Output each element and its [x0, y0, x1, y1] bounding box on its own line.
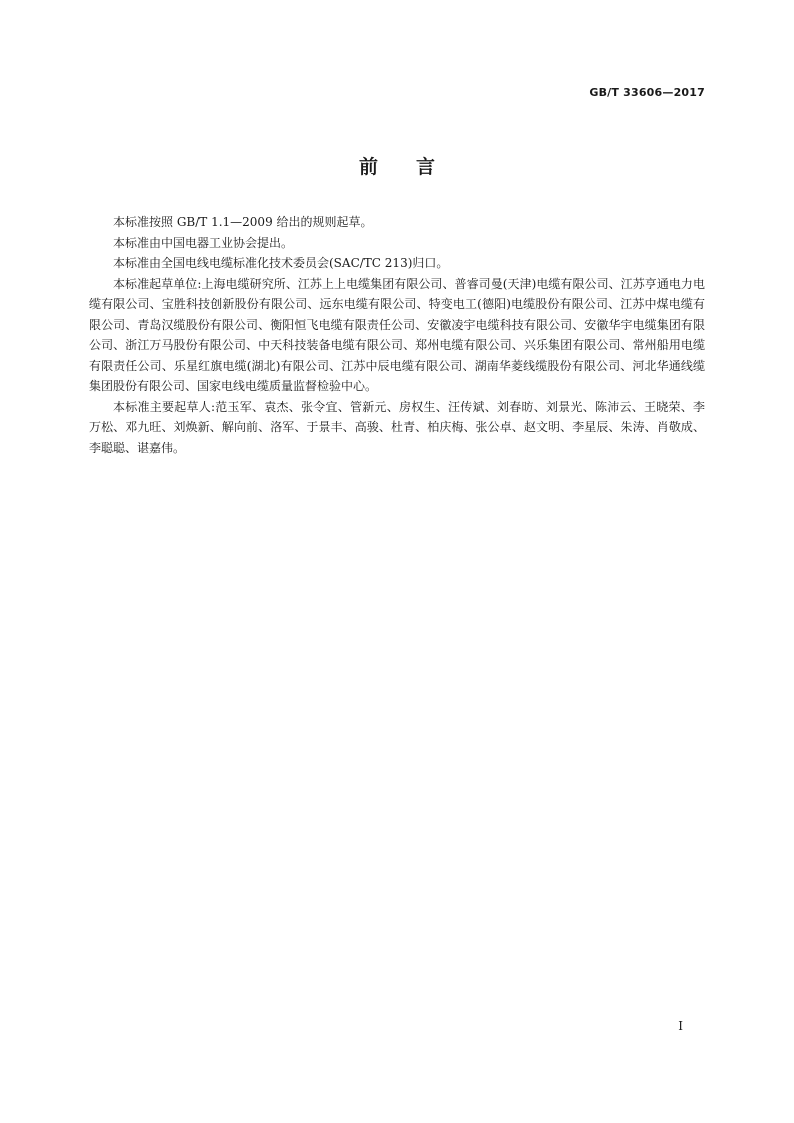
paragraph-proposer: 本标准由中国电器工业协会提出。	[113, 235, 294, 250]
standard-number: GB/T 33606—2017	[589, 86, 705, 99]
preface-body	[89, 212, 705, 458]
paragraph-main-drafters: 本标准主要起草人:范玉军、袁杰、张令宜、管新元、房权生、汪传斌、刘春昉、刘景光、陈沛云、王晓荣、李万松、邓九旺、刘焕新、解向前、洛军、于景丰、高骏、杜青、柏庆梅、张公卓、赵文明、李星辰、朱涛、肖敬成、李聪聪、谌嘉伟。	[89, 399, 705, 455]
page-number: I	[678, 1019, 683, 1033]
paragraph-technical-committee: 本标准由全国电线电缆标准化技术委员会(SAC/TC 213)归口。	[113, 256, 449, 270]
page-title: 前言	[358, 156, 473, 178]
paragraph-drafting-organizations: 本标准起草单位:上海电缆研究所、江苏上上电缆集团有限公司、普睿司曼(天津)电缆有限公司、江苏亨通电力电缆有限公司、宝胜科技创新股份有限公司、远东电缆有限公司、特变电工(德阳)电缆股份有限公司、江苏中煤电缆有限公司、青岛汉缆股份有限公司、衡阳恒飞电缆有限责任公司、安徽凌宇电缆科技有限公司、安徽华宇电缆集团有限公司、浙江万马股份有限公司、中天科技装备电缆有限公司、郑州电缆有限公司、兴乐集团有限公司、常州船用电缆有限责任公司、乐星红旗电缆(湖北)有限公司、江苏中辰电缆有限公司、湖南华菱线缆股份有限公司、河北华通线缆集团股份有限公司、国家电线电缆质量监督检验中心。	[89, 276, 705, 393]
paragraph-drafting-rules: 本标准按照 GB/T 1.1—2009 给出的规则起草。	[113, 215, 373, 229]
